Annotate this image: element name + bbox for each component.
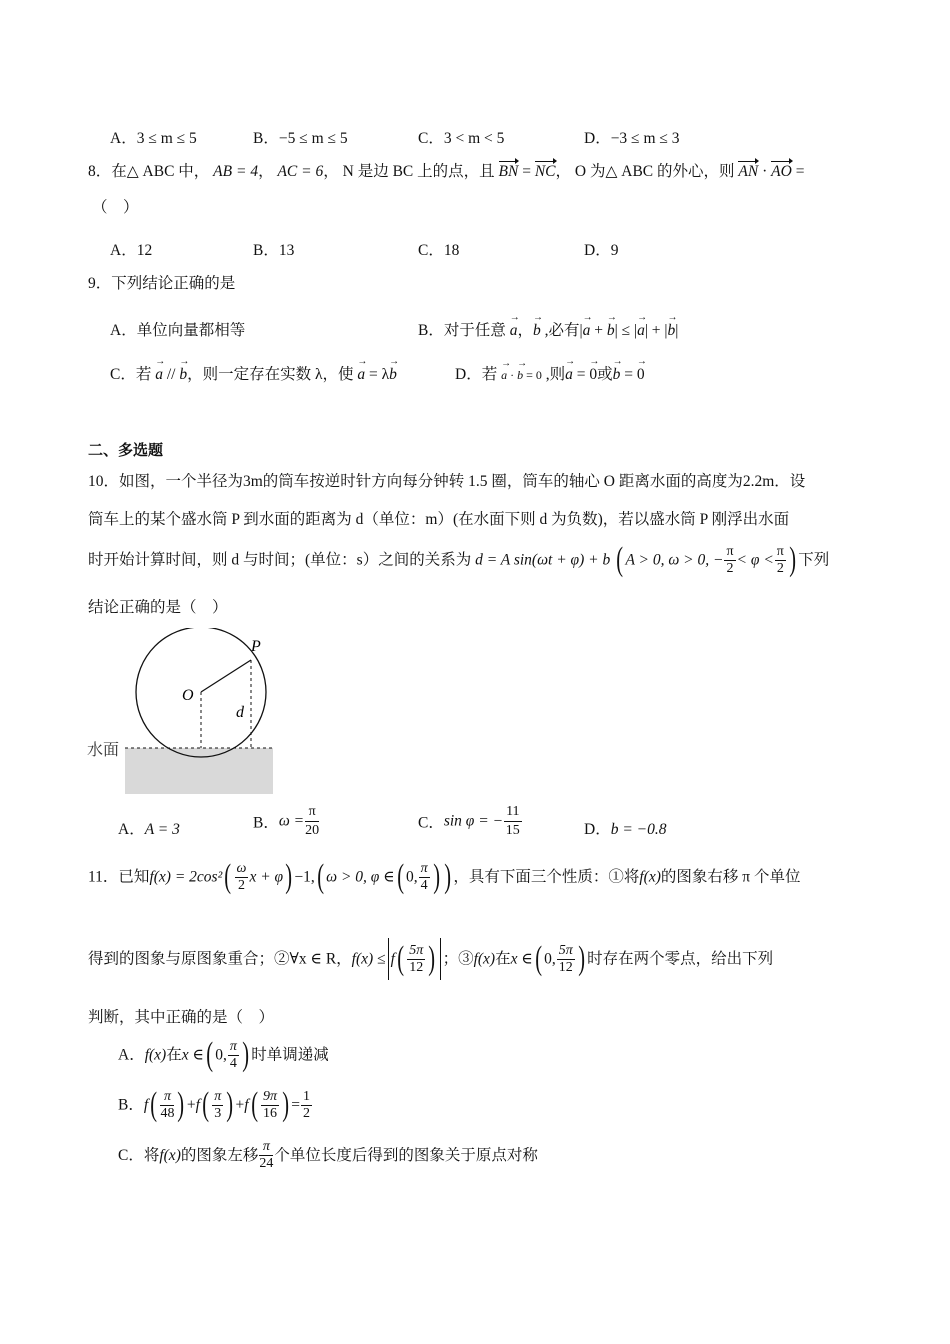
q11-c4: 个单位长度后得到的图象关于原点对称: [274, 1146, 538, 1164]
q11-b-9pi: 9π: [262, 1088, 277, 1104]
q11-l2c: f: [390, 950, 395, 968]
vector-nc: NC: [534, 163, 556, 180]
q10-option-a-value: A = 3: [144, 821, 180, 838]
q10-b-den: 20: [305, 823, 320, 838]
q11-four: 4: [420, 877, 428, 893]
q10-option-b-value: ω =: [278, 812, 305, 830]
q10-line4: 结论正确的是（ ）: [88, 599, 228, 616]
q11-b-eq: =: [291, 1096, 301, 1114]
q11-line3: 判断，其中正确的是（ ）: [88, 1009, 275, 1026]
q11-l2h: 0,: [544, 950, 556, 968]
q11-b-16: 16: [262, 1105, 277, 1121]
q7-option-c: C．3 < m < 5: [418, 130, 505, 147]
q10-option-c: [418, 804, 523, 839]
q9-option-c: C．若 a → // b →，则一定存在实数 λ，使 a → = λb →: [110, 362, 397, 384]
q11-b-48: 48: [160, 1105, 175, 1121]
q11-l2b: f(x) ≤: [351, 950, 386, 968]
q11-a5: 0,: [215, 1046, 227, 1064]
q11-c2: f(x): [159, 1146, 181, 1164]
vector-ao: AO: [771, 163, 792, 180]
q10-formula: d = A sin(ωt + φ) + b: [475, 551, 611, 569]
q11-b-2: 2: [303, 1105, 311, 1121]
q7-option-b: B．−5 ≤ m ≤ 5: [253, 130, 348, 147]
q9-option-d-text: D．若: [455, 366, 498, 383]
q10-condition2: < φ <: [736, 551, 774, 569]
q10-line1: 10．如图，一个半径为3m的筒车按逆时针方向每分钟转 1.5 圈，筒车的轴心 O 距离水面的高度为2.2m．设: [88, 473, 806, 490]
q9-option-d: D．若 a → · b → = 0 ,则a → = 0 →或b → = 0 →: [455, 362, 645, 384]
q10-frac-num: π: [726, 543, 734, 559]
q11-l1a: 11．已知: [88, 868, 150, 886]
water-wheel-figure: [85, 628, 285, 798]
q10-line3-end: 下列: [798, 551, 830, 569]
q11-b-3: 3: [214, 1105, 222, 1121]
q11-l1i: 的图象右移 π 个单位: [660, 868, 801, 886]
q11-5pi: 5π: [409, 942, 424, 958]
radius-op: [201, 660, 251, 692]
q11-l2g: x ∈: [510, 950, 533, 968]
q11-c1: C．将: [118, 1146, 160, 1164]
q7-option-a: A．3 ≤ m ≤ 5: [110, 130, 197, 147]
q10-option-b: [253, 804, 320, 839]
q11-l2a: 得到的图象与原图象重合；②∀x ∈ R，: [88, 950, 352, 968]
q10-option-a-label: A．: [118, 821, 145, 838]
q9-stem: 9．下列结论正确的是: [88, 275, 236, 292]
vector-bn: BN: [498, 163, 519, 180]
q11-option-a: A．f(x)在x ∈( 0, $\frac{\pi}{4}$ ) 时单调递减: [118, 1036, 329, 1073]
q8-option-c: C．18: [418, 242, 460, 259]
q11-12-b: 12: [558, 959, 573, 975]
vector-an: AN: [738, 163, 759, 180]
label-o: O: [182, 687, 194, 704]
q11-pi: π: [420, 860, 428, 876]
q11-l1h: f(x): [639, 868, 661, 886]
q11-c-24: 24: [259, 1156, 274, 1171]
q11-func: f(x) = 2cos²: [149, 868, 223, 886]
q11-l1e: ω > 0, φ ∈: [326, 868, 395, 886]
q10-c-den: 15: [505, 823, 520, 838]
q11-option-b: B．f( $\frac{\pi}{48}$ ) +f( $\frac{\pi}{3}$ ) +f( $\frac{9\pi}{16}$ ) = $\frac{1}{2}$: [118, 1086, 311, 1123]
q11-b1: B．: [118, 1096, 144, 1114]
q11-a-4: 4: [229, 1055, 237, 1071]
q10-option-d: [584, 817, 667, 839]
q10-option-d-value: b = −0.8: [610, 821, 667, 838]
section-title: 二、多选题: [88, 441, 164, 459]
q11-line1: 11．已知f(x) = 2cos²( $\frac{\omega}{2}$ x + φ) −1,( ω > 0, φ ∈( 0, $\frac{\pi}{4}$ ) ) ，具有下面三个性质：①将f(x)的图象右移 π 个单位: [88, 858, 801, 895]
q10-option-a: [118, 817, 180, 839]
q10-frac-den: 2: [726, 560, 734, 576]
q10-option-c-label: C．: [418, 814, 444, 832]
q9-option-b-text: B．对于任意: [418, 322, 506, 339]
q10-option-d-label: D．: [584, 821, 611, 838]
q11-5pi-b: 5π: [558, 942, 573, 958]
q11-b-f1: f: [143, 1096, 149, 1114]
q11-a4: x ∈: [181, 1046, 204, 1064]
q11-a-pi: π: [229, 1038, 237, 1054]
q11-l1d: −1,: [294, 868, 315, 886]
q11-c3: 的图象左移: [180, 1146, 259, 1164]
q11-l1c: x + φ: [249, 868, 284, 886]
q11-b-f3: f: [244, 1096, 249, 1114]
q10-condition: A > 0, ω > 0, −: [625, 551, 724, 569]
q9-option-b-text2: 必有: [548, 322, 580, 339]
q11-a2: f(x): [144, 1046, 167, 1064]
q11-option-c: [118, 1140, 538, 1171]
q11-b-pi1: π: [160, 1090, 174, 1106]
q11-b-f2: f: [195, 1096, 200, 1114]
q8-stem: 8．在△ ABC 中， AB = 4， AC = 6， N 是边 BC 上的点，且 BN = NC， O 为△ ABC 的外心，则 AN · AO =: [88, 163, 805, 180]
q8-ac: AC = 6: [277, 163, 324, 180]
q8-paren: （ ）: [92, 199, 139, 216]
q10-frac-num2: π: [776, 543, 784, 559]
q10-frac-den2: 2: [776, 560, 784, 576]
q7-option-d: D．−3 ≤ m ≤ 3: [584, 130, 680, 147]
q11-l1f: 0,: [406, 868, 418, 886]
q8-o-text: O 为△ ABC 的外心，则: [574, 163, 735, 180]
q11-l2f: 在: [495, 950, 511, 968]
q11-l2i: 时存在两个零点，给出下列: [587, 950, 774, 968]
q8-option-b: B．13: [253, 242, 295, 259]
q11-a6: 时单调递减: [251, 1046, 329, 1064]
q11-l1g: ，具有下面三个性质：①将: [453, 868, 640, 886]
q8-option-a: A．12: [110, 242, 153, 259]
q10-b-num: π: [305, 804, 319, 822]
q10-option-c-value: sin φ = −: [443, 812, 504, 830]
q10-line3: 时开始计算时间，则 d 与时间；(单位：s）之间的关系为 d = A sin(ωt + φ) + b ( A > 0, ω > 0, − $\frac{\pi}{2}$ < φ < $\frac{\pi}{2}$ ) 下列: [88, 541, 830, 578]
q9-option-b: B．对于任意 a →，b → ,必有|a → + b →| ≤ |a →| + |b →|: [418, 318, 678, 340]
q8-stem-text: 8．在△ ABC 中，: [88, 163, 210, 180]
q10-c-num: 11: [504, 804, 521, 822]
q11-a1: A．: [118, 1046, 145, 1064]
q8-option-d: D．9: [584, 242, 619, 259]
q11-line2: 得到的图象与原图象重合；②∀x ∈ R，f(x) ≤ f( $\frac{5\pi}{12}$ ) ；③f(x)在x ∈( 0, $\frac{5\pi}{12}$ ) 时存在两个零点，给出下列: [88, 938, 773, 980]
q9-option-d-text3: 或: [597, 366, 613, 383]
q11-12: 12: [409, 959, 424, 975]
q11-b-pi2: π: [214, 1088, 222, 1104]
q9-option-d-text2: 则: [549, 366, 566, 383]
q11-a3: 在: [166, 1046, 182, 1064]
label-water: 水面: [87, 740, 120, 759]
label-p: P: [251, 638, 261, 655]
water-region: [125, 748, 273, 794]
q11-l2d: ；③: [442, 950, 474, 968]
q9-option-c-text: C．若: [110, 366, 152, 383]
q11-c-pi: π: [259, 1140, 273, 1156]
q10-line2: 筒车上的某个盛水筒 P 到水面的距离为 d（单位：m）(在水面下则 d 为负数)，若以盛水筒 P 刚浮出水面: [88, 511, 790, 528]
label-d: d: [236, 704, 244, 721]
q11-two: 2: [237, 877, 245, 893]
q8-ab: AB = 4: [213, 163, 259, 180]
q11-b-1: 1: [303, 1088, 311, 1104]
q9-option-c-text2: ，则一定存在实数 λ，使: [187, 366, 354, 383]
q9-option-a: A．单位向量都相等: [110, 322, 246, 339]
q10-line3-text: 时开始计算时间，则 d 与时间；(单位：s）之间的关系为: [88, 551, 472, 569]
q8-n-text: N 是边 BC 上的点，且: [342, 163, 495, 180]
q10-option-b-label: B．: [253, 814, 279, 832]
q11-l2e: f(x): [473, 950, 496, 968]
q11-omega: ω: [236, 860, 247, 876]
